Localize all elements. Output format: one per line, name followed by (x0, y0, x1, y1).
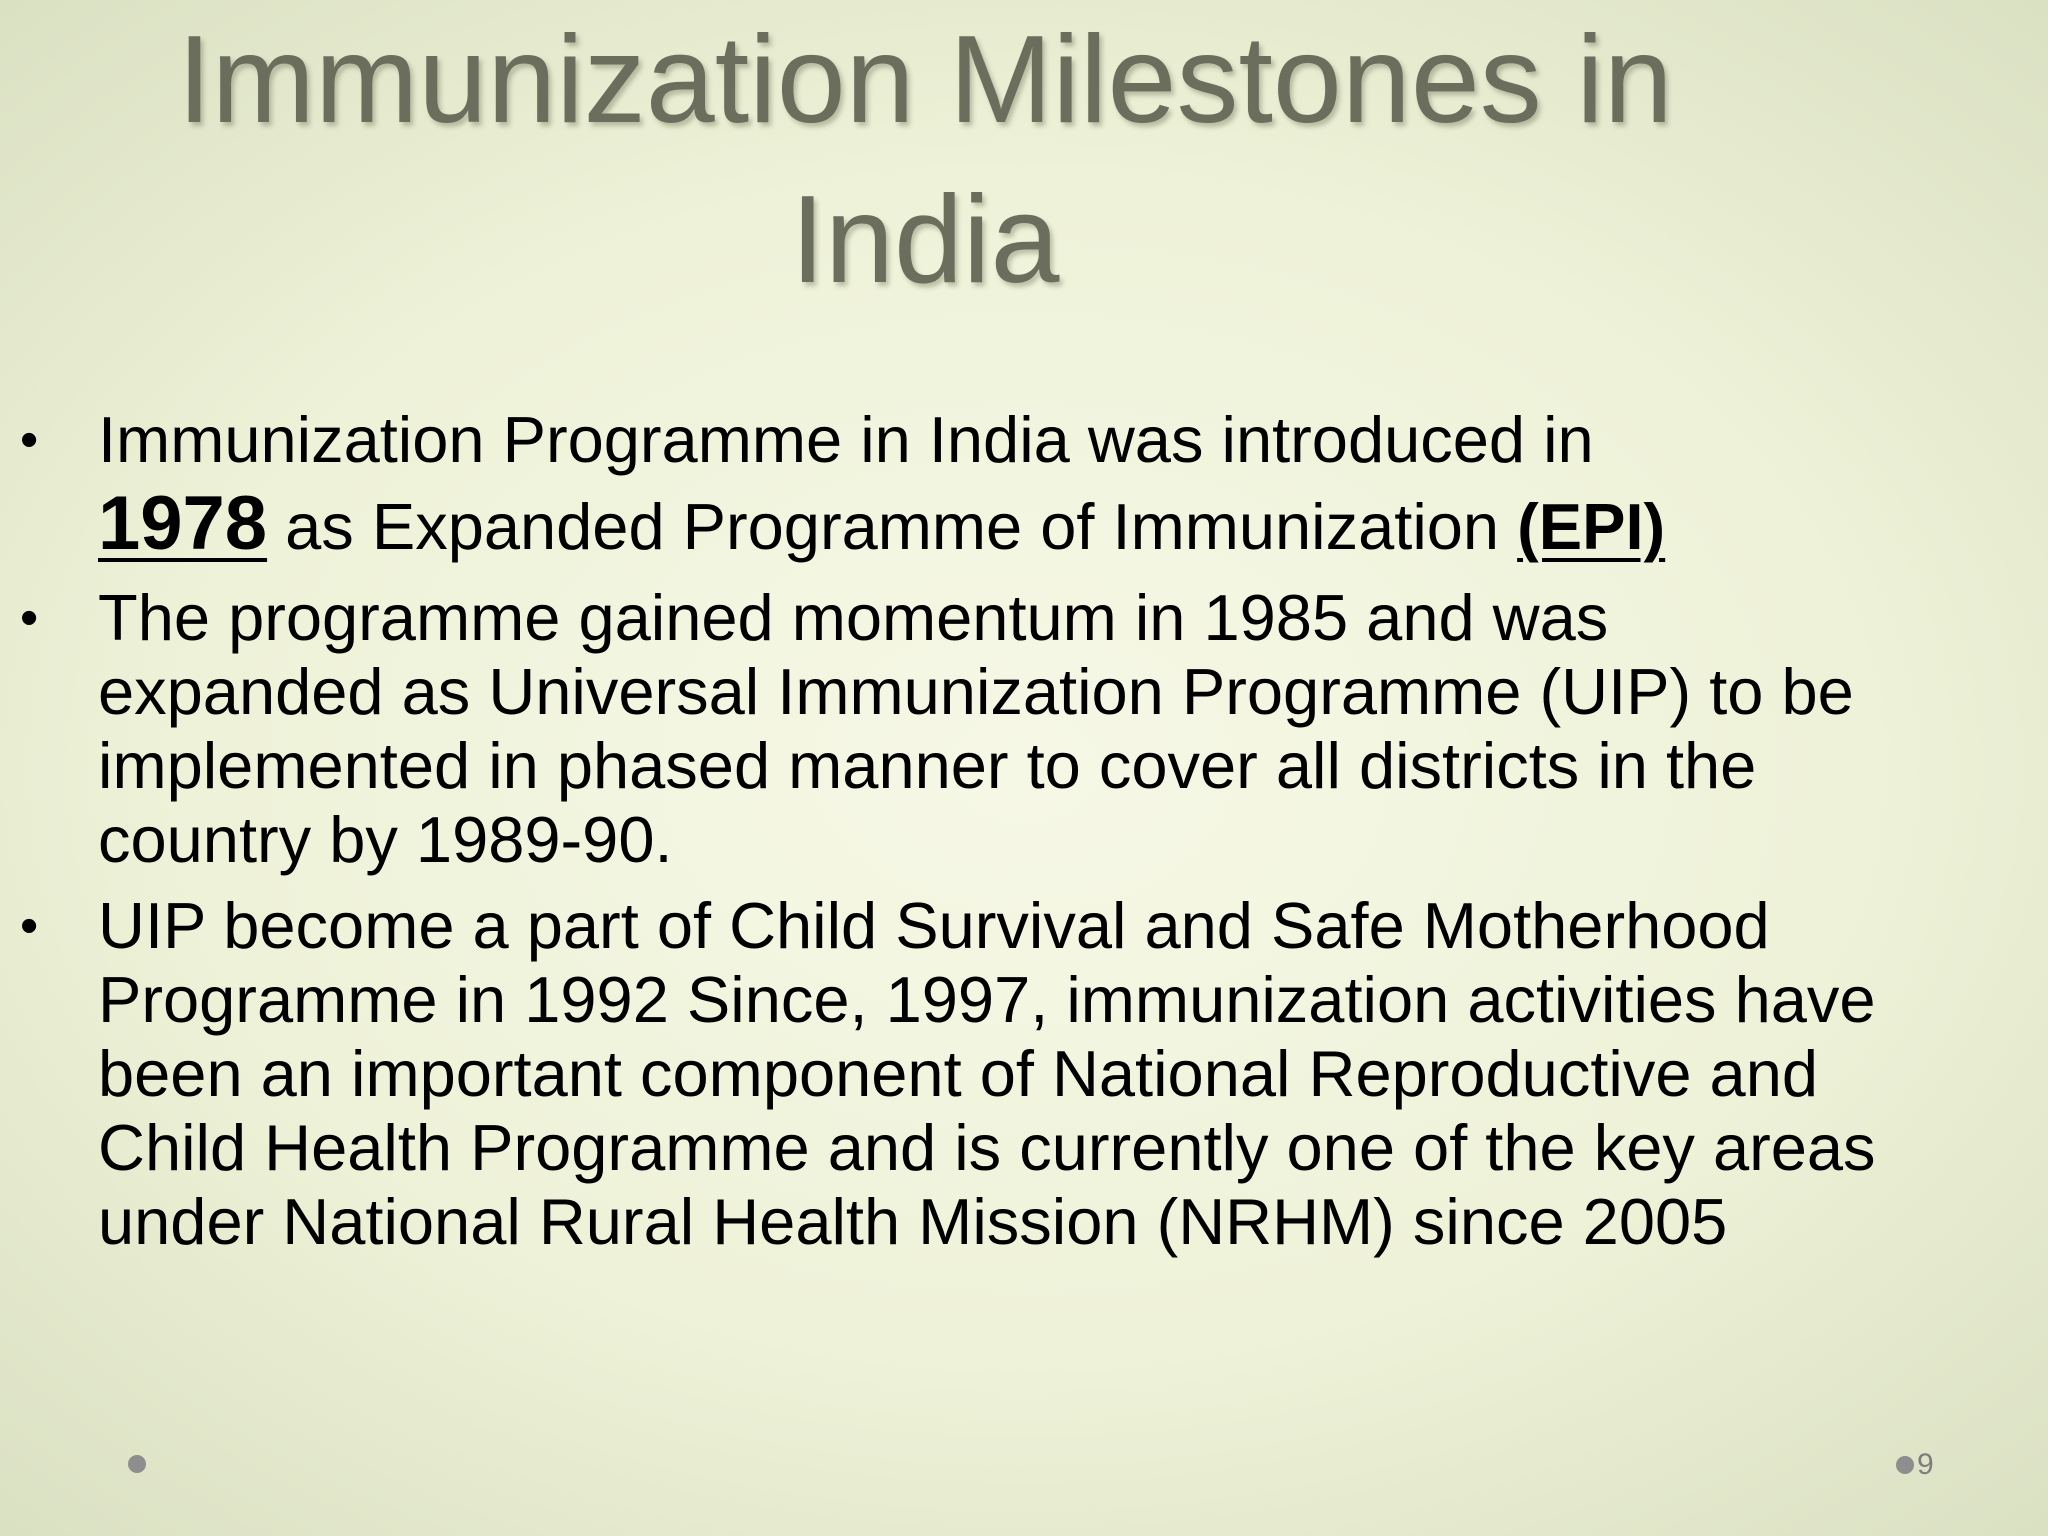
footer-dot-right (1896, 1456, 1914, 1474)
slide-title-line-1: Immunization Milestones in (177, 11, 1673, 149)
bullet-icon: • (20, 589, 39, 647)
bullet-nrhm-text: UIP become a part of Child Survival and Safe Motherhood Programme in 1992 Since, 1997, immunization activities have been an important component of National Reproductive and Child Health Programme and is currently one of the key areas under National Rural Health Mission (NRHM) since 2005 (98, 889, 1876, 1258)
epi-year: 1978 (98, 481, 268, 566)
bullet-uip-text: The programme gained momentum in 1985 and was expanded as Universal Immunization Programme (UIP) to be implemented in phased manner to cover all districts in the country by 1989-90. (98, 581, 1854, 876)
slide-number: 9 (1917, 1448, 1934, 1481)
bullet-epi-middle: as Expanded Programme of Immunization (267, 490, 1518, 563)
epi-abbreviation: (EPI) (1517, 490, 1666, 563)
slide-title-line-2: India (790, 171, 1060, 309)
bullet-item-nrhm (0, 889, 1890, 1259)
bullet-item-uip (0, 581, 1890, 877)
bullet-list (0, 398, 1890, 1271)
footer-dot-left (128, 1455, 146, 1473)
bullet-item-epi (0, 398, 1890, 569)
bullet-icon: • (20, 411, 39, 469)
slide-title (60, 0, 1790, 320)
bullet-icon: • (20, 897, 39, 955)
bullet-epi-intro: Immunization Programme in India was introduced in (98, 403, 1594, 476)
